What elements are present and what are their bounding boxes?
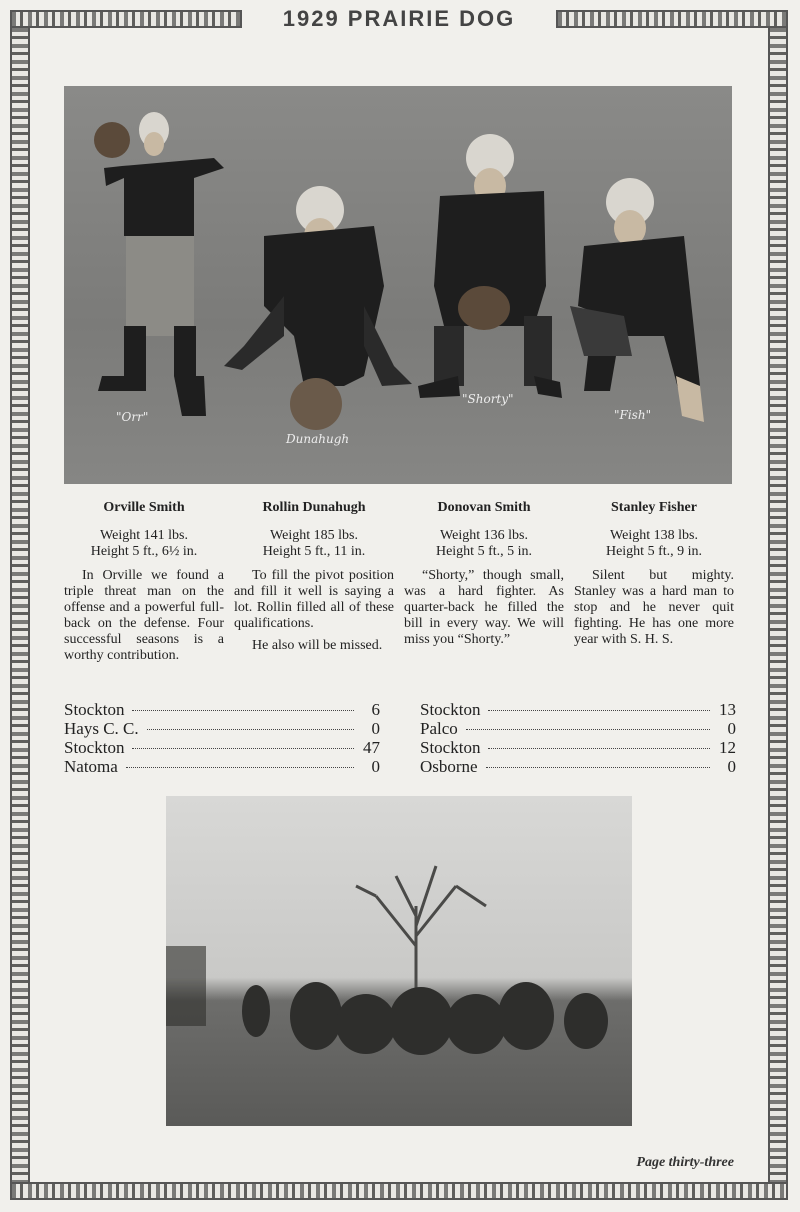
decorative-border-top-left [10, 10, 242, 28]
player-profile-orville-smith [64, 500, 224, 670]
score-points: 47 [363, 738, 380, 757]
photo-caption-dunahugh: Dunahugh [286, 432, 350, 446]
score-points: 0 [371, 757, 380, 776]
score-row [420, 757, 736, 776]
score-team: Osborne [420, 757, 478, 776]
player-bio [574, 568, 734, 648]
score-points: 0 [371, 719, 380, 738]
decorative-border-right [768, 10, 788, 1200]
score-row [420, 719, 736, 738]
page-header-title: 1929 PRAIRIE DOG [282, 6, 516, 31]
player-height: Height 5 ft., 11 in. [262, 544, 366, 559]
bare-tree [356, 866, 486, 996]
score-row [420, 700, 736, 719]
player-profile-donovan-smith [404, 500, 564, 654]
player-height: Height 5 ft., 9 in. [605, 544, 703, 559]
decorative-border-bottom [10, 1182, 788, 1200]
decorative-border-left [10, 10, 30, 1200]
score-row [64, 738, 380, 757]
player-bio [234, 568, 394, 654]
score-row [420, 738, 736, 757]
player-bio-paragraph: To fill the pivot position and fill it well is saying a lot. Rollin filled all of these qualifications. [234, 568, 394, 631]
player-bio-paragraph: He also will be missed. [252, 638, 383, 653]
player-weight: Weight 185 lbs. [270, 528, 358, 543]
player-weight: Weight 136 lbs. [440, 528, 528, 543]
player-height: Height 5 ft., 5 in. [435, 544, 533, 559]
game-action-photo [166, 796, 632, 1126]
team-photo [64, 86, 732, 484]
score-team: Natoma [64, 757, 118, 776]
player-bio [64, 568, 224, 664]
scores-left-column [64, 700, 380, 776]
player-profile-rollin-dunahugh [234, 500, 394, 660]
players-scrimmage [166, 946, 608, 1055]
player-bio-paragraph: “Shorty,” though small, was a hard fighter. As quarter-back he filled the bill in every way. We will miss you “Shorty.” [404, 568, 564, 647]
player-weight: Weight 141 lbs. [100, 528, 188, 543]
dot-leader [486, 767, 710, 768]
score-points: 0 [727, 719, 736, 738]
player-bio-paragraph: In Orville we found a triple threat man on the offense and a powerful full-back on the defense. Four successful seasons is a worthy contribution. [64, 568, 224, 663]
player-bio [404, 568, 564, 648]
score-points: 13 [719, 700, 736, 719]
player-name: Stanley Fisher [611, 500, 697, 515]
dot-leader [488, 748, 710, 749]
photo-caption-shorty: "Shorty" [462, 392, 514, 406]
photo-caption-orr: "Orr" [116, 410, 149, 424]
player-height: Height 5 ft., 6½ in. [90, 544, 198, 559]
score-row [64, 700, 380, 719]
player-profile-stanley-fisher [574, 500, 734, 654]
score-row [64, 719, 380, 738]
score-team: Stockton [420, 738, 481, 757]
photo-caption-fish: "Fish" [614, 408, 652, 422]
dot-leader [132, 710, 354, 711]
dot-leader [132, 748, 354, 749]
score-points: 12 [719, 738, 736, 757]
score-row [64, 757, 380, 776]
score-points: 6 [371, 700, 380, 719]
dot-leader [126, 767, 354, 768]
score-team: Stockton [64, 700, 125, 719]
page-number: Page thirty-three [636, 1155, 734, 1170]
game-photo-scene [166, 796, 632, 1126]
score-team: Hays C. C. [64, 719, 139, 738]
score-points: 0 [727, 757, 736, 776]
score-team: Palco [420, 719, 458, 738]
player-name: Orville Smith [103, 500, 185, 515]
scores-right-column [420, 700, 736, 776]
dot-leader [488, 710, 710, 711]
score-team: Stockton [64, 738, 125, 757]
player-name: Donovan Smith [437, 500, 531, 515]
player-weight: Weight 138 lbs. [610, 528, 698, 543]
dot-leader [466, 729, 710, 730]
score-team: Stockton [420, 700, 481, 719]
dot-leader [147, 729, 354, 730]
decorative-border-top-right [556, 10, 788, 28]
player-bio-paragraph: Silent but mighty. Stanley was a hard man to stop and he never quit fighting. He has one more year with S. H. S. [574, 568, 734, 647]
team-photo-figures [64, 86, 732, 484]
player-name: Rollin Dunahugh [262, 500, 366, 515]
